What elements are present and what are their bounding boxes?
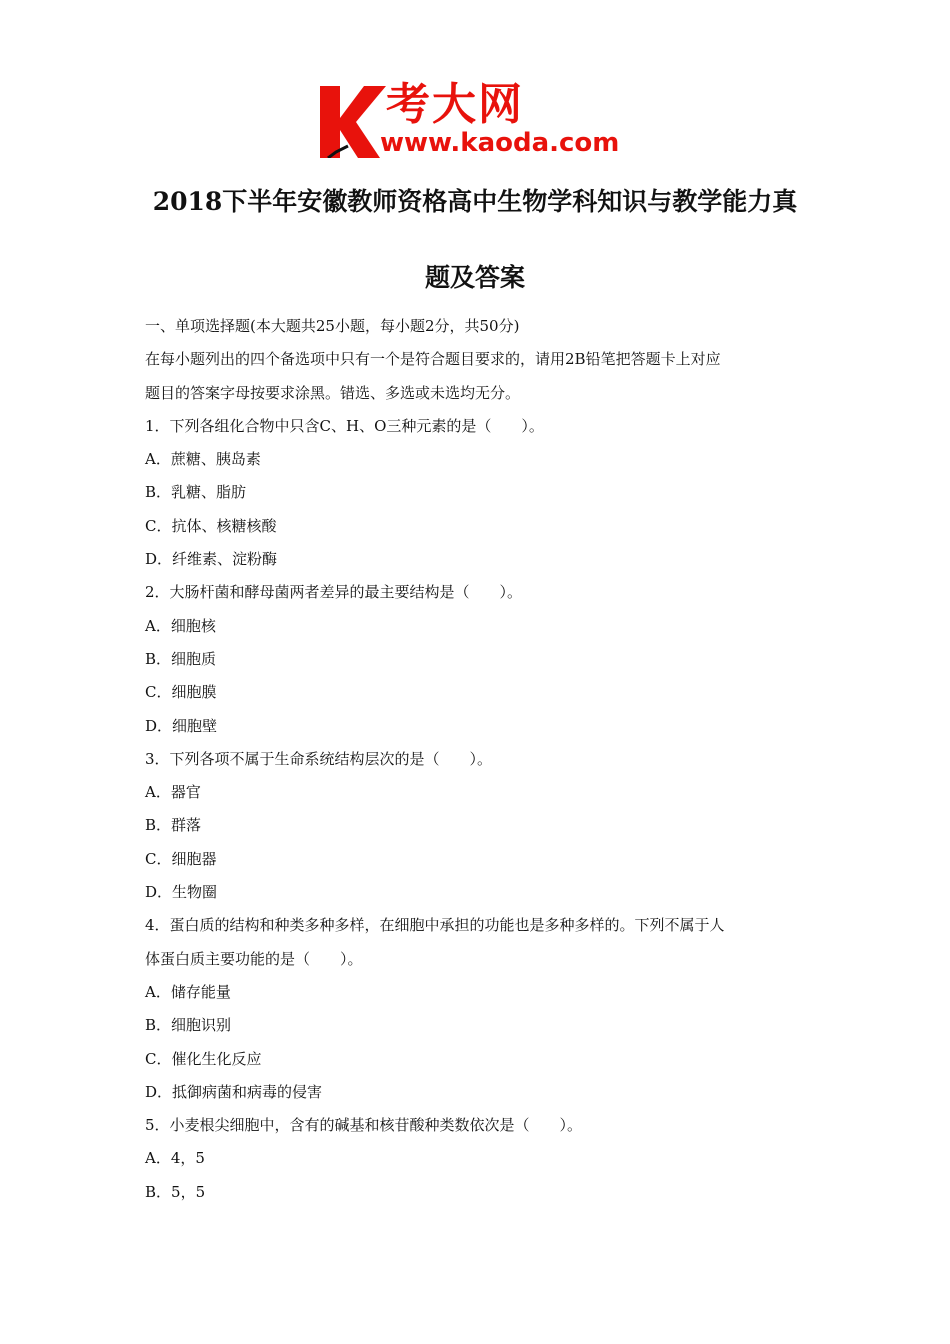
logo-url-text: www.kaoda.com [380, 128, 620, 158]
answer-option: C．抗体、核糖核酸 [145, 516, 277, 535]
answer-option: D．细胞壁 [145, 716, 218, 735]
document-title-line2: 题及答案 [424, 263, 525, 292]
question-stem: 4．蛋白质的结构和种类多种多样，在细胞中承担的功能也是多种多样的。下列不属于人 [145, 916, 725, 935]
section-heading: 一、单项选择题(本大题共25小题，每小题2分，共50分) [145, 317, 520, 335]
answer-option: B．乳糖、脂肪 [145, 483, 247, 502]
answer-option: A．4，5 [145, 1149, 205, 1168]
answer-option: D．生物圈 [145, 883, 218, 902]
instruction-line: 题目的答案字母按要求涂黑。错选、多选或未选均无分。 [145, 383, 521, 402]
question-stem: 1．下列各组化合物中只含C、H、O三种元素的是（ ）。 [145, 416, 544, 435]
answer-option: B．细胞识别 [145, 1016, 232, 1035]
logo-brand-text: 考大网 [386, 79, 524, 130]
answer-option: C．催化生化反应 [145, 1049, 262, 1068]
question-stem-continued: 体蛋白质主要功能的是（ ）。 [145, 949, 363, 968]
instruction-line: 在每小题列出的四个备选项中只有一个是符合题目要求的，请用2B铅笔把答题卡上对应 [145, 350, 721, 369]
question-stem: 5．小麦根尖细胞中，含有的碱基和核苷酸种类数依次是（ ）。 [145, 1116, 583, 1135]
answer-option: D．纤维素、淀粉酶 [145, 550, 278, 569]
answer-option: A．蔗糖、胰岛素 [145, 450, 261, 469]
answer-option: C．细胞器 [145, 849, 217, 868]
answer-option: B．细胞质 [145, 649, 217, 668]
question-stem: 2．大肠杆菌和酵母菌两者差异的最主要结构是（ ）。 [145, 583, 523, 602]
answer-option: A．器官 [145, 783, 201, 802]
answer-option: C．细胞膜 [145, 683, 217, 702]
answer-option: A．储存能量 [145, 982, 231, 1001]
answer-option: A．细胞核 [145, 616, 216, 635]
answer-option: B．5，5 [145, 1182, 206, 1201]
kaoda-logo [318, 78, 648, 160]
answer-option: B．群落 [145, 816, 202, 835]
document-title-line1: 2018下半年安徽教师资格高中生物学科知识与教学能力真 [152, 187, 798, 216]
question-stem: 3．下列各项不属于生命系统结构层次的是（ ）。 [145, 749, 493, 768]
exam-content [145, 310, 805, 1209]
answer-option: D．抵御病菌和病毒的侵害 [145, 1082, 323, 1101]
